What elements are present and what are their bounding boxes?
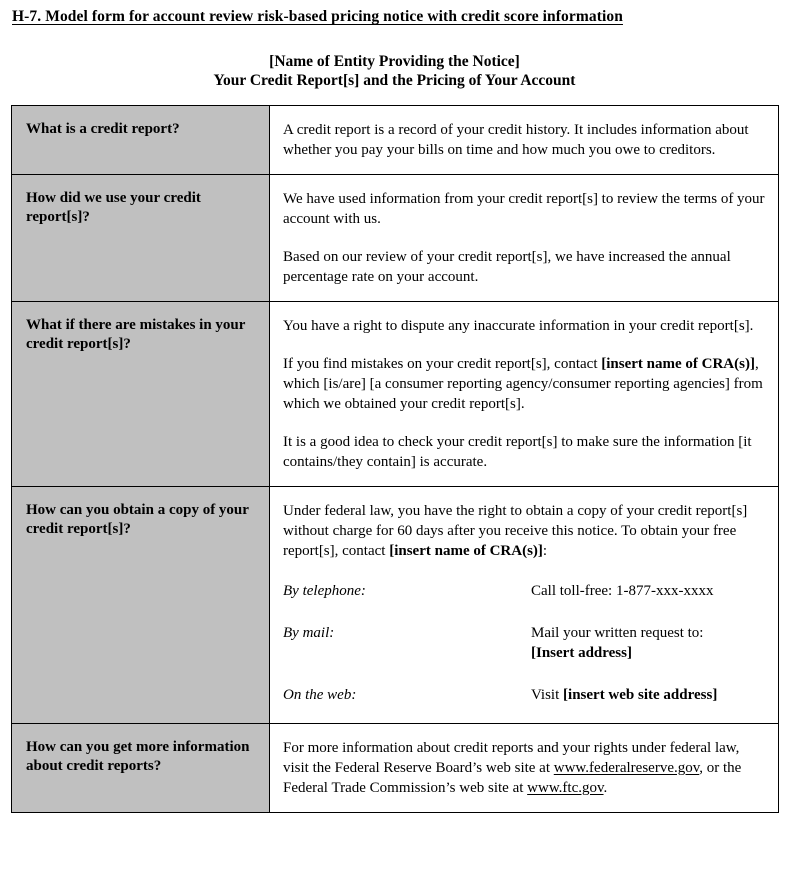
more-info-text-3: .: [603, 780, 608, 796]
ftc-link[interactable]: www.ftc.gov: [527, 780, 604, 796]
contact-methods-table: [283, 581, 768, 707]
answer-paragraph: It is a good idea to check your credit report[s] to make sure the information [it contains/they contain] is accurate.: [283, 434, 752, 470]
contact-label-mail: By mail:: [283, 625, 335, 641]
question-cell: What is a credit report?: [12, 106, 270, 175]
answer-paragraph: You have a right to dispute any inaccurate information in your credit report[s].: [283, 318, 754, 334]
table-row: [12, 106, 779, 175]
mistakes-text-after: , which [is/are] [a consumer reporting agency/consumer reporting agencies] from which we obtained your credit report[s].: [283, 356, 763, 412]
entity-name-line: [Name of Entity Providing the Notice]: [269, 53, 520, 70]
web-value-text: Visit: [531, 687, 564, 703]
contact-value-mail: [531, 623, 768, 685]
answer-cell: [270, 175, 779, 302]
answer-paragraph: We have used information from your credit report[s] to review the terms of your account with us.: [283, 191, 765, 227]
question-cell: How can you get more information about credit reports?: [12, 724, 270, 813]
contact-value-web: [531, 685, 768, 707]
table-row: [12, 724, 779, 813]
intro-text-after: :: [542, 543, 548, 559]
question-cell: What if there are mistakes in your credit report[s]?: [12, 302, 270, 487]
answer-cell: [270, 302, 779, 487]
obtain-copy-intro: [283, 501, 768, 561]
document-heading: [0, 52, 789, 90]
answer-cell: [270, 487, 779, 724]
answer-cell: [270, 724, 779, 813]
contact-value-telephone: [531, 581, 768, 623]
contact-row-mail: [283, 623, 768, 685]
table-row: [12, 487, 779, 724]
federal-reserve-link[interactable]: www.federalreserve.gov: [553, 760, 700, 776]
answer-cell: [270, 106, 779, 175]
table-row: [12, 302, 779, 487]
more-info-text-1: For more information about credit reports and your rights under federal law, visit the Federal Reserve Board’s web site at: [283, 740, 740, 776]
question-cell: How can you obtain a copy of your credit report[s]?: [12, 487, 270, 724]
table-row: [12, 175, 779, 302]
answer-paragraph: Based on our review of your credit report[s], we have increased the annual percentage rate on your account.: [283, 249, 731, 285]
insert-address-placeholder: [Insert address]: [531, 645, 632, 661]
more-information-paragraph: [283, 738, 768, 798]
answer-paragraph-mistakes: [283, 354, 768, 414]
telephone-value-text: Call toll-free: 1-877-xxx-xxxx: [531, 583, 714, 599]
contact-row-web: [283, 685, 768, 707]
mail-value-text: Mail your written request to:: [531, 625, 704, 641]
intro-text-before: Under federal law, you have the right to obtain a copy of your credit report[s] without charge for 60 days after you receive this notice. To obtain your free report[s], contact: [283, 503, 748, 559]
more-info-text-2: , or the Federal Trade Commission’s web site at: [283, 760, 742, 796]
question-cell: How did we use your credit report[s]?: [12, 175, 270, 302]
contact-label-web: On the web:: [283, 687, 357, 703]
subject-line: Your Credit Report[s] and the Pricing of Your Account: [213, 72, 576, 89]
insert-web-site-placeholder: [insert web site address]: [563, 687, 718, 703]
cra-placeholder: [insert name of CRA(s)]: [389, 543, 543, 559]
notice-table: [11, 105, 779, 813]
form-title: H-7. Model form for account review risk-based pricing notice with credit score information: [12, 8, 623, 25]
answer-paragraph: A credit report is a record of your credit history. It includes information about whether you pay your bills on time and how much you owe to creditors.: [283, 122, 749, 158]
cra-placeholder: [insert name of CRA(s)]: [601, 356, 755, 372]
contact-label-telephone: By telephone:: [283, 583, 366, 599]
contact-row-telephone: [283, 581, 768, 623]
mistakes-text-before: If you find mistakes on your credit report[s], contact: [283, 356, 602, 372]
